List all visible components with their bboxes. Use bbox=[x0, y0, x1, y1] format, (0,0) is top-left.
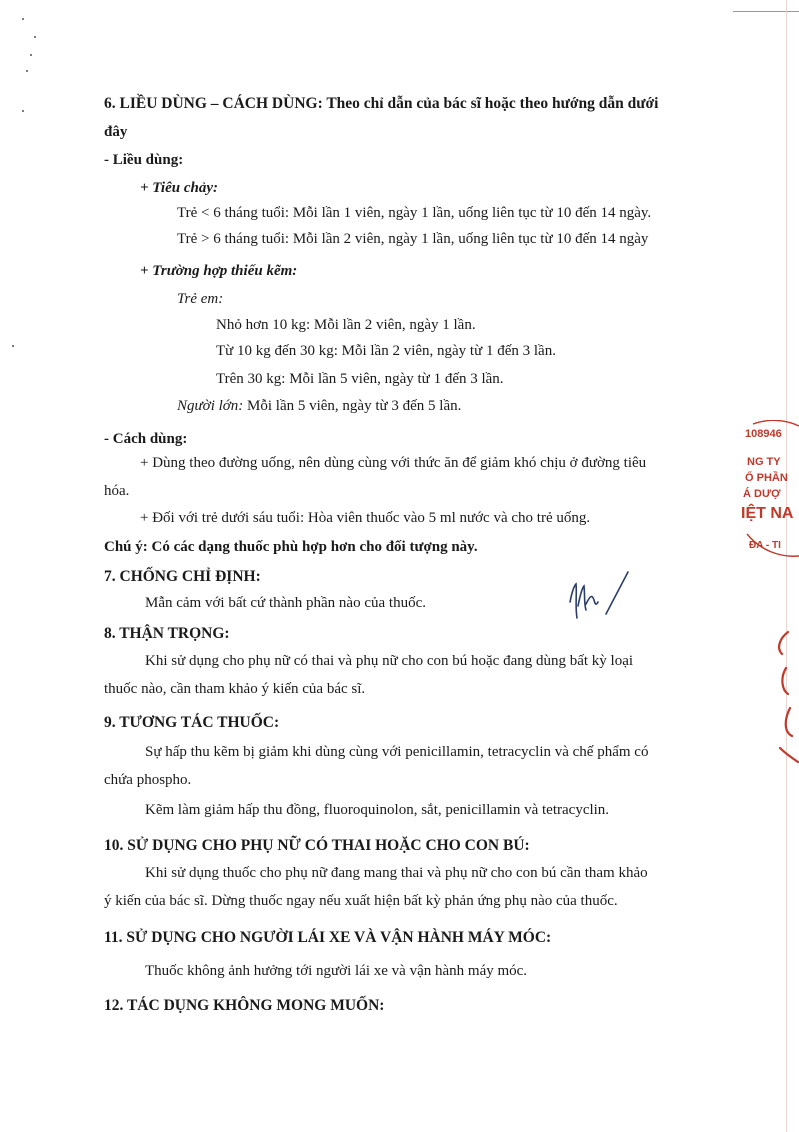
section-12-heading: 12. TÁC DỤNG KHÔNG MONG MUỐN: bbox=[104, 997, 385, 1014]
precaution-text-1: Khi sử dụng cho phụ nữ có thai và phụ nữ cho con bú hoặc đang dùng bất kỳ loại bbox=[145, 653, 634, 669]
adult-dose: Người lớn: Mỗi lần 5 viên, ngày từ 3 đến 5 lần. bbox=[177, 398, 462, 414]
diarrhea-dose-2: Trẻ > 6 tháng tuổi: Mỗi lần 2 viên, ngày 1 lần, uống liên tục từ 10 đến 14 ngày bbox=[177, 231, 649, 247]
interaction-text-1: Sự hấp thu kẽm bị giảm khi dùng cùng với penicillamin, tetracyclin và chế phẩm có bbox=[145, 744, 649, 760]
dosage-form-note: Chú ý: Có các dạng thuốc phù hợp hơn cho đối tượng này. bbox=[104, 539, 478, 555]
signature-icon bbox=[562, 566, 634, 630]
precaution-text-2: thuốc nào, cần tham khảo ý kiến của bác sĩ. bbox=[104, 681, 366, 697]
scan-speck bbox=[30, 54, 32, 56]
scan-speck bbox=[22, 110, 24, 112]
interaction-text-2: chứa phospho. bbox=[104, 772, 192, 788]
section-11-heading: 11. SỬ DỤNG CHO NGƯỜI LÁI XE VÀ VẬN HÀNH MÁY MÓC: bbox=[104, 929, 552, 946]
scan-speck bbox=[34, 36, 36, 38]
scan-speck bbox=[22, 18, 24, 20]
diarrhea-dose-1: Trẻ < 6 tháng tuổi: Mỗi lần 1 viên, ngày 1 lần, uống liên tục từ 10 đến 14 ngày. bbox=[177, 205, 652, 221]
driving-text: Thuốc không ảnh hưởng tới người lái xe và vận hành máy móc. bbox=[145, 963, 528, 979]
children-label: Trẻ em: bbox=[177, 291, 224, 307]
adult-label: Người lớn: bbox=[177, 398, 244, 414]
zinc-deficiency-label: + Trường hợp thiếu kẽm: bbox=[140, 263, 298, 279]
scan-edge-line bbox=[733, 11, 799, 12]
usage-label: - Cách dùng: bbox=[104, 431, 188, 447]
section-7-heading: 7. CHỐNG CHỈ ĐỊNH: bbox=[104, 568, 261, 585]
child-dose-3: Trên 30 kg: Mỗi lần 5 viên, ngày từ 1 đến 3 lần. bbox=[216, 371, 504, 387]
section-10-heading: 10. SỬ DỤNG CHO PHỤ NỮ CÓ THAI HOẶC CHO CON BÚ: bbox=[104, 837, 530, 854]
stamp-fragment bbox=[758, 628, 799, 768]
dose-label: - Liều dùng: bbox=[104, 152, 184, 168]
usage-1-wrap: hóa. bbox=[104, 483, 130, 499]
scan-speck bbox=[26, 70, 28, 72]
company-stamp: 108946 NG TY Ổ PHẦN Á DƯỢ IỆT NA ĐA - TI bbox=[733, 420, 799, 570]
interaction-text-3: Kẽm làm giảm hấp thu đồng, fluoroquinolon, sắt, penicillamin và tetracyclin. bbox=[145, 802, 610, 818]
scan-speck bbox=[12, 345, 14, 347]
pregnancy-text-1: Khi sử dụng thuốc cho phụ nữ đang mang thai và phụ nữ cho con bú cần tham khảo bbox=[145, 865, 648, 881]
pregnancy-text-2: ý kiến của bác sĩ. Dừng thuốc ngay nếu xuất hiện bất kỳ phản ứng phụ nào của thuốc. bbox=[104, 893, 618, 909]
child-dose-1: Nhỏ hơn 10 kg: Mỗi lần 2 viên, ngày 1 lần. bbox=[216, 317, 476, 333]
section-8-heading: 8. THẬN TRỌNG: bbox=[104, 625, 230, 642]
section-9-heading: 9. TƯƠNG TÁC THUỐC: bbox=[104, 714, 280, 731]
diarrhea-label: + Tiêu chảy: bbox=[140, 180, 218, 196]
section-6-heading-wrap: đây bbox=[104, 124, 128, 140]
contraindication-text: Mẫn cảm với bất cứ thành phần nào của thuốc. bbox=[145, 595, 426, 611]
usage-2: + Đối với trẻ dưới sáu tuổi: Hòa viên thuốc vào 5 ml nước và cho trẻ uống. bbox=[140, 510, 591, 526]
section-6-heading: 6. LIỀU DÙNG – CÁCH DÙNG: Theo chỉ dẫn của bác sĩ hoặc theo hướng dẫn dưới bbox=[104, 95, 659, 112]
child-dose-2: Từ 10 kg đến 30 kg: Mỗi lần 2 viên, ngày từ 1 đến 3 lần. bbox=[216, 343, 556, 359]
usage-1: + Dùng theo đường uống, nên dùng cùng với thức ăn để giảm khó chịu ở đường tiêu bbox=[140, 455, 647, 471]
